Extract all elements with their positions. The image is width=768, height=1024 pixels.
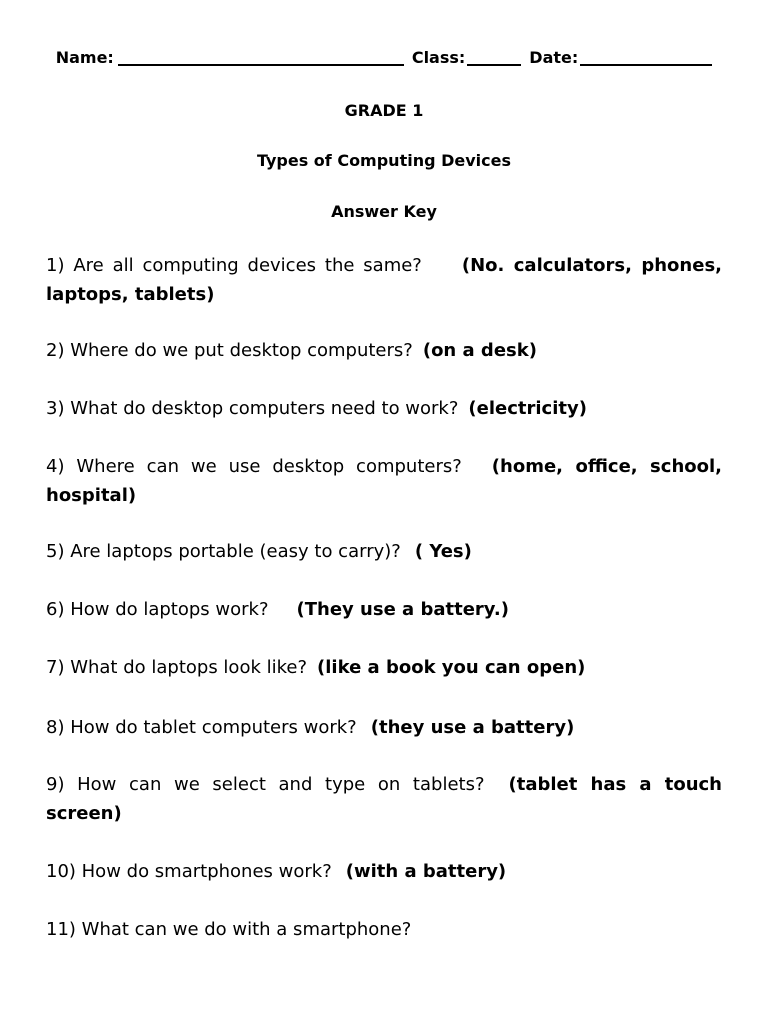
question-text: 2) Where do we put desktop computers? [46, 340, 413, 361]
class-label: Class: [411, 48, 466, 67]
answer-text: (like a book you can open) [317, 657, 586, 678]
question-text: 5) Are laptops portable (easy to carry)? [46, 541, 401, 562]
question-text: 4) Where can we use desktop computers? [46, 456, 462, 477]
worksheet-title: Types of Computing Devices [256, 151, 512, 170]
question-1 [46, 251, 722, 309]
answer-text: (with a battery) [345, 861, 507, 882]
answer-text: (on a desk) [422, 340, 537, 361]
question-10 [46, 857, 722, 886]
question-text: 9) How can we select and type on tablets? [46, 774, 485, 795]
answer-text: (They use a battery.) [296, 599, 509, 620]
question-4 [46, 452, 722, 510]
answer-text: (home, office, school, hospital) [46, 456, 722, 506]
question-8 [46, 713, 722, 742]
class-blank-line [467, 48, 521, 66]
header-line [0, 48, 768, 67]
question-text: 3) What do desktop computers need to work? [46, 398, 459, 419]
question-text: 6) How do laptops work? [46, 599, 269, 620]
question-7 [46, 653, 722, 682]
question-text: 11) What can we do with a smartphone? [46, 919, 412, 940]
answer-text: (No. calculators, phones, laptops, tablets) [46, 255, 722, 305]
answer-text: ( Yes) [414, 541, 472, 562]
name-label: Name: [55, 48, 114, 67]
grade-heading: GRADE 1 [344, 101, 424, 120]
date-blank-line [580, 48, 712, 66]
question-5 [46, 537, 722, 566]
question-text: 1) Are all computing devices the same? [46, 255, 422, 276]
answer-text: (tablet has a touch screen) [46, 774, 722, 824]
answer-text: (electricity) [468, 398, 587, 419]
question-3 [46, 394, 722, 423]
date-label: Date: [529, 48, 579, 67]
answer-key-heading: Answer Key [331, 202, 437, 221]
name-blank-line [118, 48, 404, 66]
question-text: 8) How do tablet computers work? [46, 717, 357, 738]
question-2 [46, 336, 722, 365]
question-text: 7) What do laptops look like? [46, 657, 308, 678]
question-9 [46, 770, 722, 828]
question-text: 10) How do smartphones work? [46, 861, 332, 882]
answer-text: (they use a battery) [370, 717, 575, 738]
question-11 [46, 915, 722, 944]
question-6 [46, 595, 722, 624]
